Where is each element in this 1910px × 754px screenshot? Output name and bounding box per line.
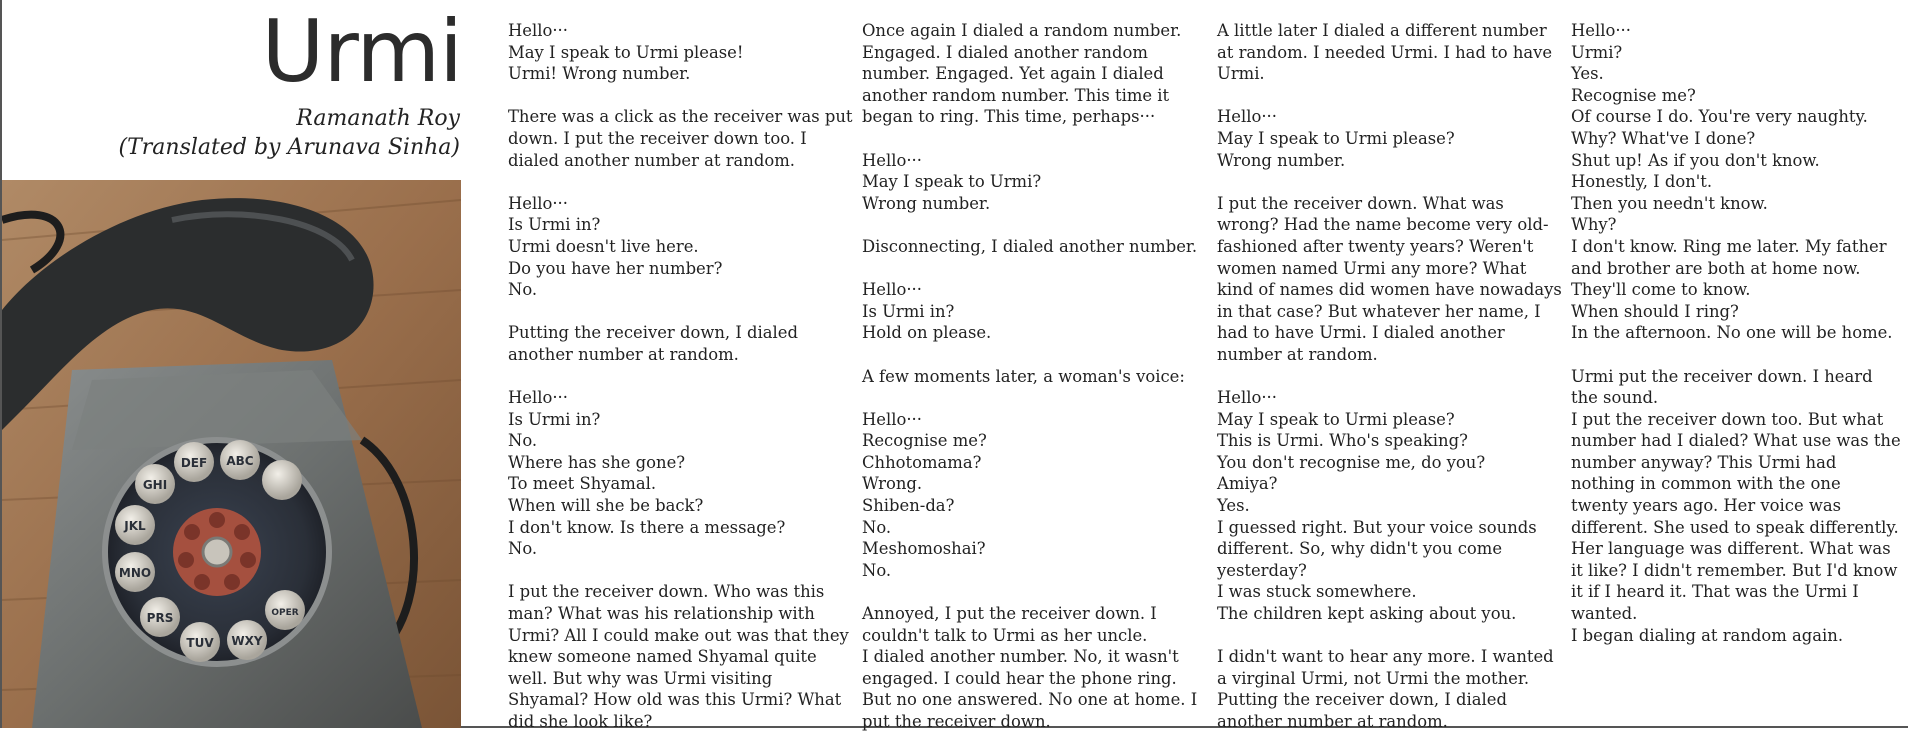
- dialogue-line: Hello···: [508, 21, 568, 40]
- dialogue-line: May I speak to Urmi please?: [1217, 409, 1455, 429]
- dialogue-line: When should I ring?: [1571, 301, 1739, 321]
- author-name: Ramanath Roy: [296, 106, 460, 131]
- dialogue-line: Urmi! Wrong number.: [508, 64, 691, 84]
- narration-paragraph: I began dialing at random again.: [1571, 625, 1844, 645]
- dialogue-block: [1571, 20, 1901, 236]
- narration-paragraph: Disconnecting, I dialed another number.: [862, 236, 1198, 256]
- dialogue-line: Then you needn't know.: [1571, 193, 1768, 213]
- dialogue-block: [508, 387, 853, 560]
- story-column-2: [862, 20, 1207, 754]
- dialogue-line: Do you have her number?: [508, 258, 723, 278]
- dial-label: JKL: [124, 519, 146, 533]
- dialogue-block: [1217, 581, 1562, 624]
- dialogue-line: Honestly, I don't.: [1571, 172, 1713, 192]
- dialogue-line: Where has she gone?: [508, 452, 686, 472]
- story-column-1: [508, 20, 853, 754]
- dialogue-line: Of course I do. You're very naughty.: [1571, 107, 1868, 127]
- dialogue-line: Recognise me?: [862, 431, 987, 451]
- narration-paragraph: Urmi put the receiver down. I heard the sound.: [1571, 366, 1873, 408]
- narration-paragraph: Putting the receiver down, I dialed another number at random.: [508, 323, 798, 364]
- narration-paragraph: Annoyed, I put the receiver down. I couldn't talk to Urmi as her uncle.: [862, 604, 1157, 645]
- story-column-4: [1571, 20, 1901, 668]
- dialogue-line: Yes.: [1571, 64, 1604, 84]
- story-column-3: [1217, 20, 1562, 754]
- dialogue-line: You don't recognise me, do you?: [1217, 452, 1486, 472]
- dialogue-line: Yes.: [1217, 496, 1250, 516]
- dialogue-line: Urmi?: [1571, 42, 1623, 62]
- dialogue-block: [1571, 301, 1901, 344]
- narration-paragraph: I dialed another number. No, it wasn't engaged. I could hear the phone ring. But no one answered. No one at home. I put the receiver down.: [862, 647, 1198, 731]
- dialogue-line: Amiya?: [1217, 474, 1278, 494]
- dial-label: ABC: [226, 454, 254, 468]
- narration-paragraph: There was a click as the receiver was put down. I put the receiver down too. I dialed another number at random.: [508, 107, 853, 170]
- dialogue-line: May I speak to Urmi?: [862, 172, 1042, 192]
- narration-paragraph: I didn't want to hear any more. I wanted a virginal Urmi, not Urmi the mother. Putting the receiver down, I dialed another number at random.: [1217, 647, 1554, 731]
- dialogue-line: Hello···: [508, 193, 568, 213]
- dial-label: DEF: [180, 456, 208, 470]
- dialogue-line: Hold on please.: [862, 323, 992, 343]
- dialogue-block: [508, 193, 853, 301]
- rotary-phone-photo: [2, 180, 461, 728]
- dialogue-line: Hello···: [508, 388, 568, 408]
- dialogue-line: Hello···: [1217, 107, 1277, 127]
- dialogue-line: No.: [508, 431, 538, 451]
- dialogue-block: [1217, 106, 1562, 171]
- dialogue-line: May I speak to Urmi please!: [508, 42, 744, 62]
- dialogue-line: I don't know. Is there a message?: [508, 517, 786, 537]
- dialogue-line: Wrong number.: [1217, 150, 1346, 170]
- dialogue-line: The children kept asking about you.: [1217, 604, 1517, 624]
- dialogue-block: [508, 20, 853, 85]
- dialogue-line: No.: [508, 539, 538, 559]
- narration-paragraph: Once again I dialed a random number. Engaged. I dialed another random number. Engaged. Yet again I dialed another random number. This time it began to ring. This time, perhaps···: [862, 21, 1182, 127]
- dial-label: PRS: [146, 611, 174, 625]
- dial-label: OPER: [271, 608, 299, 618]
- dial-label: WXY: [231, 634, 263, 648]
- dialogue-paragraph: I guessed right. But your voice sounds different. So, why didn't you come yesterday?: [1217, 517, 1537, 580]
- dialogue-line: Shut up! As if you don't know.: [1571, 150, 1820, 170]
- dialogue-line: Hello···: [862, 150, 922, 170]
- dialogue-line: Is Urmi in?: [508, 409, 601, 429]
- dialogue-line: Recognise me?: [1571, 85, 1696, 105]
- dialogue-line: Hello···: [862, 280, 922, 300]
- dialogue-block: [862, 150, 1207, 215]
- dialogue-line: This is Urmi. Who's speaking?: [1217, 431, 1468, 451]
- dialogue-line: No.: [862, 560, 892, 580]
- narration-paragraph: I put the receiver down. What was wrong? Had the name become very old-fashioned after twenty years? Weren't women named Urmi any more? What kind of names did women have nowadays in that case? But whatever her name, I had to have Urmi. I dialed another number at random.: [1217, 193, 1562, 364]
- dialogue-line: Why? What've I done?: [1571, 128, 1756, 148]
- dialogue-line: Why?: [1571, 215, 1617, 235]
- dialogue-line: No.: [508, 280, 538, 300]
- narration-paragraph: I put the receiver down. Who was this man? What was his relationship with Urmi? All I could make out was that they knew someone named Shyamal quite well. But why was Urmi visiting Shyamal? How old was this Urmi? What did she look like?: [508, 582, 849, 731]
- dialogue-line: Urmi doesn't live here.: [508, 236, 699, 256]
- dialogue-line: Hello···: [1217, 388, 1277, 408]
- narration-paragraph: A little later I dialed a different number at random. I needed Urmi. I had to have Urmi.: [1217, 21, 1553, 84]
- dialogue-paragraph: I don't know. Ring me later. My father and brother are both at home now. They'll come to know.: [1571, 236, 1887, 300]
- dialogue-line: Is Urmi in?: [862, 301, 955, 321]
- dialogue-line: Wrong.: [862, 474, 923, 494]
- dialogue-line: Is Urmi in?: [508, 215, 601, 235]
- dialogue-line: Shiben-da?: [862, 496, 955, 516]
- narration-paragraph: A few moments later, a woman's voice:: [862, 366, 1185, 386]
- dialogue-line: Hello···: [862, 409, 922, 429]
- dialogue-line: I was stuck somewhere.: [1217, 582, 1417, 602]
- story-title: Urmi: [261, 2, 462, 102]
- dialogue-line: Chhotomama?: [862, 452, 982, 472]
- narration-paragraph: I put the receiver down too. But what number had I dialed? What use was the number anyway? This Urmi had nothing in common with the one twenty years ago. Her voice was different. She used to speak differently. Her language was different. What was it like? I didn't remember. But I'd know it if I heard it. That was the Urmi I wanted.: [1571, 409, 1901, 624]
- dialogue-line: Meshomoshai?: [862, 539, 986, 559]
- dial-label: TUV: [186, 636, 214, 650]
- dialogue-line: When will she be back?: [508, 496, 704, 516]
- dialogue-block: [862, 279, 1207, 344]
- translator-credit: (Translated by Arunava Sinha): [118, 135, 460, 160]
- dialogue-block: [1217, 387, 1562, 517]
- dial-label: GHI: [142, 478, 168, 492]
- dialogue-line: No.: [862, 517, 892, 537]
- dial-label: MNO: [118, 566, 152, 580]
- dialogue-line: Wrong number.: [862, 193, 991, 213]
- dialogue-line: May I speak to Urmi please?: [1217, 128, 1455, 148]
- dialogue-line: In the afternoon. No one will be home.: [1571, 323, 1893, 343]
- dialogue-line: Hello···: [1571, 21, 1631, 40]
- dialogue-line: To meet Shyamal.: [508, 474, 657, 494]
- dialogue-block: [862, 409, 1207, 582]
